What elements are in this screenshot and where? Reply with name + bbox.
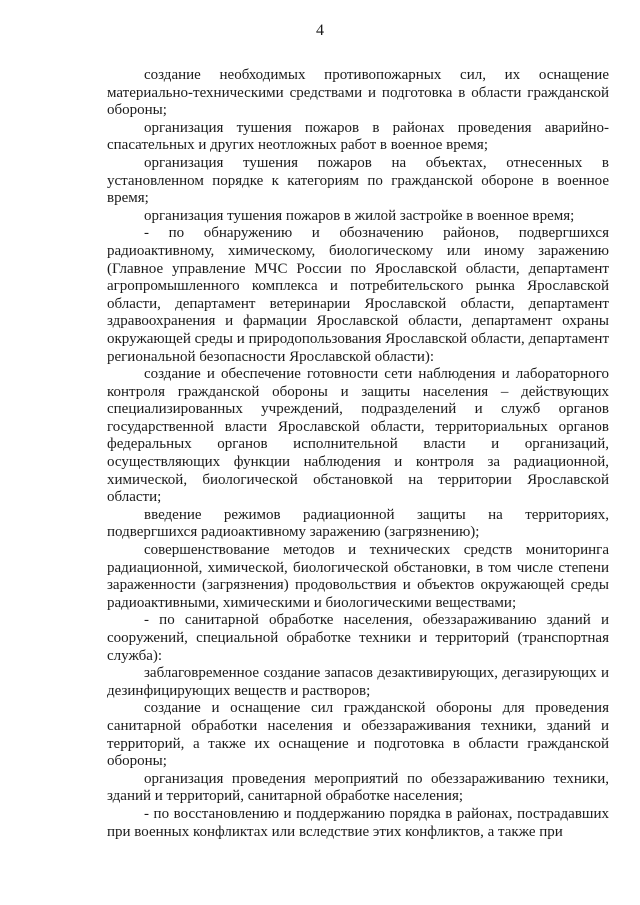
paragraph-8: совершенствование методов и технических средств мониторинга радиационной, химической, биологической обстановки, в том числе степени зараженности (загрязнения) продовольствия и объектов окружающей среды радиоактивными, химическими и биологическими веществами; (107, 542, 609, 611)
paragraph-4: организация тушения пожаров в жилой застройке в военное время; (144, 207, 575, 224)
paragraph-9: - по санитарной обработке населения, обеззараживанию зданий и сооружений, специальной обработке техники и территорий (транспортная служба): (107, 612, 609, 664)
paragraph-5: - по обнаружению и обозначению районов, подвергшихся радиоактивному, химическому, биологическому или иному заражению (Главное управление МЧС России по Ярославской области, департамент агропромышленного комплекса и потребительского рынка Ярославской области, департамент ветеринарии Ярославской области, департамент здравоохранения и фармации Ярославской области, департамент охраны окружающей среды и природопользования Ярославской области, департамент региональной безопасности Ярославской области): (107, 225, 609, 365)
paragraph-1: создание необходимых противопожарных сил, их оснащение материально-техническими средствами и подготовка в области гражданской обороны; (107, 67, 609, 119)
paragraph-12: организация проведения мероприятий по обеззараживанию техники, зданий и территорий, санитарной обработке населения; (107, 770, 609, 805)
paragraph-6: создание и обеспечение готовности сети наблюдения и лабораторного контроля гражданской обороны и защиты населения – действующих специализированных учреждений, подразделений и служб органов государственной власти Ярославской области, территориальных органов федеральных органов исполнительной власти и организаций, осуществляющих функции наблюдения и контроля за радиационной, химической, биологической обстановкой на территории Ярославской области; (107, 366, 609, 506)
paragraph-7: введение режимов радиационной защиты на территориях, подвергшихся радиоактивному заражению (загрязнению); (107, 506, 609, 541)
page-number: 4 (316, 22, 324, 39)
paragraph-10: заблаговременное создание запасов дезактивирующих, дегазирующих и дезинфицирующих веществ и растворов; (107, 665, 609, 699)
document-body (107, 67, 609, 841)
paragraph-13: - по восстановлению и поддержанию порядка в районах, пострадавших при военных конфликтах или вследствие этих конфликтов, а также при (107, 805, 609, 840)
paragraph-3: организация тушения пожаров на объектах, отнесенных в установленном порядке к категориям по гражданской обороне в военное время; (107, 154, 609, 207)
paragraph-2: организация тушения пожаров в районах проведения аварийно-спасательных и других неотложных работ в военное время; (107, 119, 609, 154)
paragraph-11: создание и оснащение сил гражданской обороны для проведения санитарной обработки населения и обеззараживания техники, зданий и территорий, а также их оснащение и подготовка в области гражданской обороны; (107, 700, 609, 770)
